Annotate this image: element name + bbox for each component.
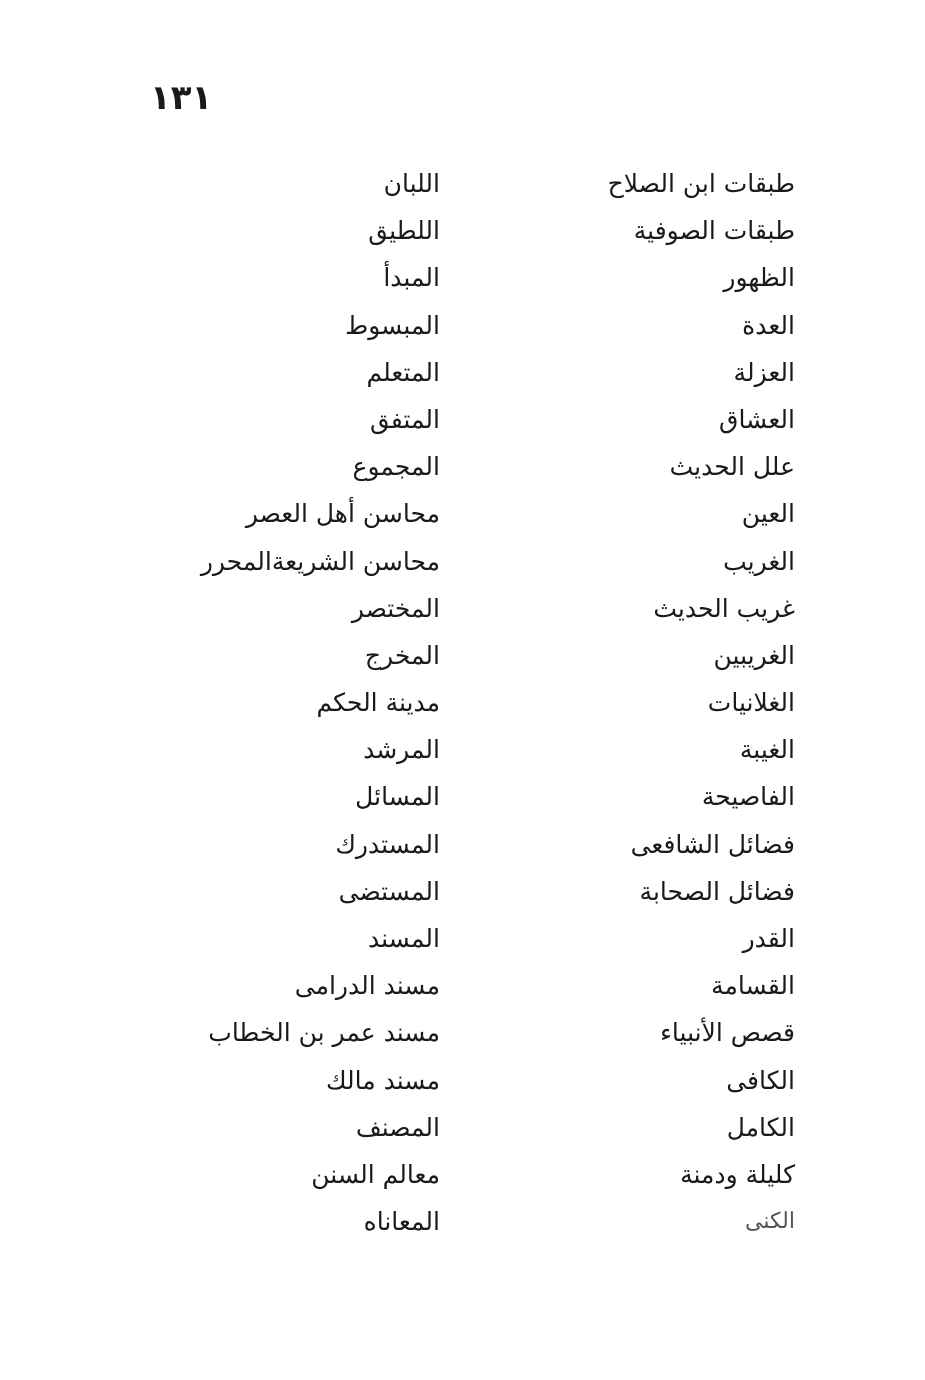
index-entry: المعاناه <box>363 1207 440 1237</box>
index-entry: مسند عمر بن الخطاب <box>208 1018 440 1048</box>
index-entry: العشاق <box>719 404 795 434</box>
index-entry: فضائل الصحابة <box>639 876 795 906</box>
index-entry: الكامل <box>726 1112 795 1142</box>
index-entry: المصنف <box>355 1112 440 1142</box>
index-entry: مدينة الحكم <box>316 688 440 718</box>
index-entry: الكافى <box>726 1065 795 1095</box>
index-entry: المسند <box>368 924 440 953</box>
index-entry: المبدأ <box>383 263 440 293</box>
index-entry: المخرج <box>364 640 440 670</box>
index-entry: اللطيق <box>368 216 440 246</box>
index-entry: طبقات الصوفية <box>633 216 795 246</box>
index-entry: العزلة <box>733 357 795 387</box>
index-entry: المتعلم <box>366 357 440 387</box>
index-entry: الغيبة <box>739 735 795 765</box>
index-entry: قصص الأنبياء <box>660 1018 795 1048</box>
index-entry: العين <box>741 499 795 529</box>
index-entry: العدة <box>742 310 795 340</box>
index-entry: المستضى <box>338 876 440 906</box>
index-entry: الظهور <box>723 263 795 293</box>
index-entry: طبقات ابن الصلاح <box>607 169 795 198</box>
index-entry: القدر <box>742 924 795 953</box>
index-entry: المختصر <box>351 593 440 623</box>
page-number: ١٣١ <box>150 78 213 118</box>
index-entry: علل الحديث <box>669 452 795 482</box>
index-entry: الغريبين <box>713 640 795 670</box>
index-entry: المجموع <box>352 452 440 482</box>
index-column-left <box>110 160 440 1245</box>
index-entry: المستدرك <box>335 829 440 859</box>
index-entry: مسند الدرامى <box>294 971 440 1001</box>
index-entry: المتفق <box>369 404 440 434</box>
index-entry: المبسوط <box>345 310 440 340</box>
index-entry: مسند مالك <box>325 1065 440 1095</box>
index-entry: القسامة <box>711 971 795 1001</box>
index-entry: الغلانيات <box>707 688 795 718</box>
index-entry: المرشد <box>363 735 440 765</box>
index-entry: محاسن الشريعةالمحرر <box>200 546 440 576</box>
index-entry: محاسن أهل العصر <box>245 499 440 529</box>
index-column-right <box>465 160 795 1245</box>
index-entry: فضائل الشافعى <box>630 829 795 859</box>
index-entry: المسائل <box>355 782 440 812</box>
index-entry: معالم السنن <box>311 1159 440 1189</box>
index-entry: الفاصيحة <box>701 782 795 812</box>
index-entry: الغريب <box>723 546 795 576</box>
index-entry: كليلة ودمنة <box>680 1159 795 1189</box>
index-entry: الكنى <box>745 1209 795 1235</box>
index-entry: غريب الحديث <box>653 593 795 623</box>
index-entry: اللبان <box>383 169 440 198</box>
